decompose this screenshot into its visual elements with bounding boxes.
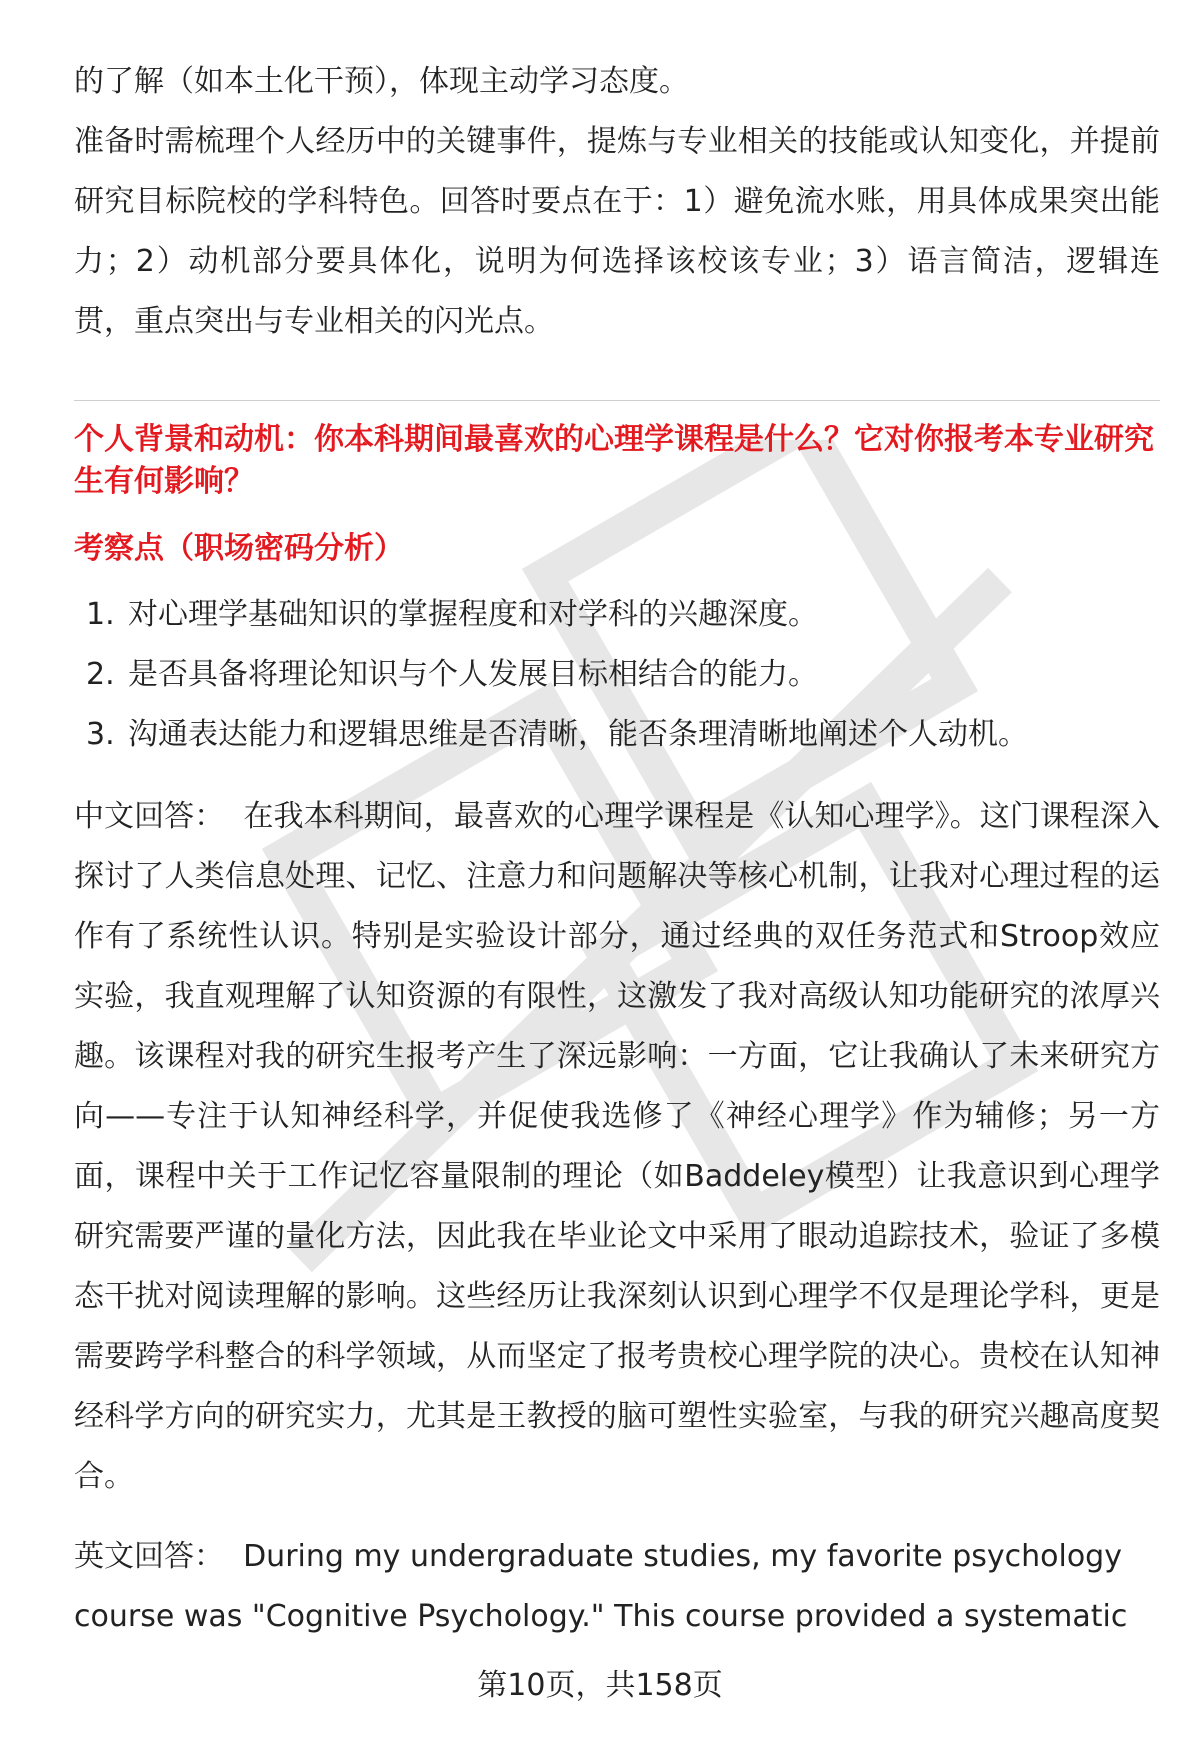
answer-en-label: 英文回答：	[74, 1539, 224, 1574]
answer-en	[74, 1527, 1160, 1647]
intro-continuation: 的了解（如本土化干预），体现主动学习态度。	[74, 64, 689, 99]
list-item	[86, 645, 1160, 705]
focus-label: 考察点（职场密码分析）	[74, 531, 404, 566]
list-item	[86, 705, 1160, 765]
section-divider	[74, 400, 1160, 401]
question-title: 个人背景和动机：你本科期间最喜欢的心理学课程是什么？它对你报考本专业研究生有何影响？	[74, 422, 1154, 499]
list-item-number: 3.	[86, 717, 115, 752]
answer-en-text: During my undergraduate studies, my favorite psychology course was "Cognitive Psychology." This course provided a systematic	[74, 1539, 1128, 1634]
focus-points-list	[74, 585, 1160, 765]
document-page	[74, 52, 1160, 1647]
page-footer: 第10页，共158页	[477, 1668, 723, 1703]
list-item-text: 沟通表达能力和逻辑思维是否清晰，能否条理清晰地阐述个人动机。	[128, 717, 1028, 752]
list-item-number: 2.	[86, 657, 115, 692]
answer-cn	[74, 787, 1160, 1507]
answer-cn-text: 在我本科期间，最喜欢的心理学课程是《认知心理学》。这门课程深入探讨了人类信息处理、记忆、注意力和问题解决等核心机制，让我对心理过程的运作有了系统性认识。特别是实验设计部分，通过经典的双任务范式和Stroop效应实验，我直观理解了认知资源的有限性，这激发了我对高级认知功能研究的浓厚兴趣。该课程对我的研究生报考产生了深远影响：一方面，它让我确认了未来研究方向——专注于认知神经科学，并促使我选修了《神经心理学》作为辅修；另一方面，课程中关于工作记忆容量限制的理论（如Baddeley模型）让我意识到心理学研究需要严谨的量化方法，因此我在毕业论文中采用了眼动追踪技术，验证了多模态干扰对阅读理解的影响。这些经历让我深刻认识到心理学不仅是理论学科，更是需要跨学科整合的科学领域，从而坚定了报考贵校心理学院的决心。贵校在认知神经科学方向的研究实力，尤其是王教授的脑可塑性实验室，与我的研究兴趣高度契合。	[74, 799, 1161, 1494]
list-item-text: 是否具备将理论知识与个人发展目标相结合的能力。	[128, 657, 818, 692]
prep-paragraph: 准备时需梳理个人经历中的关键事件，提炼与专业相关的技能或认知变化，并提前研究目标院校的学科特色。回答时要点在于：1）避免流水账，用具体成果突出能力；2）动机部分要具体化，说明为何选择该校该专业；3）语言简洁，逻辑连贯，重点突出与专业相关的闪光点。	[74, 124, 1160, 339]
list-item-number: 1.	[86, 597, 115, 632]
answer-cn-label: 中文回答：	[74, 799, 225, 834]
list-item-text: 对心理学基础知识的掌握程度和对学科的兴趣深度。	[128, 597, 818, 632]
list-item	[86, 585, 1160, 645]
